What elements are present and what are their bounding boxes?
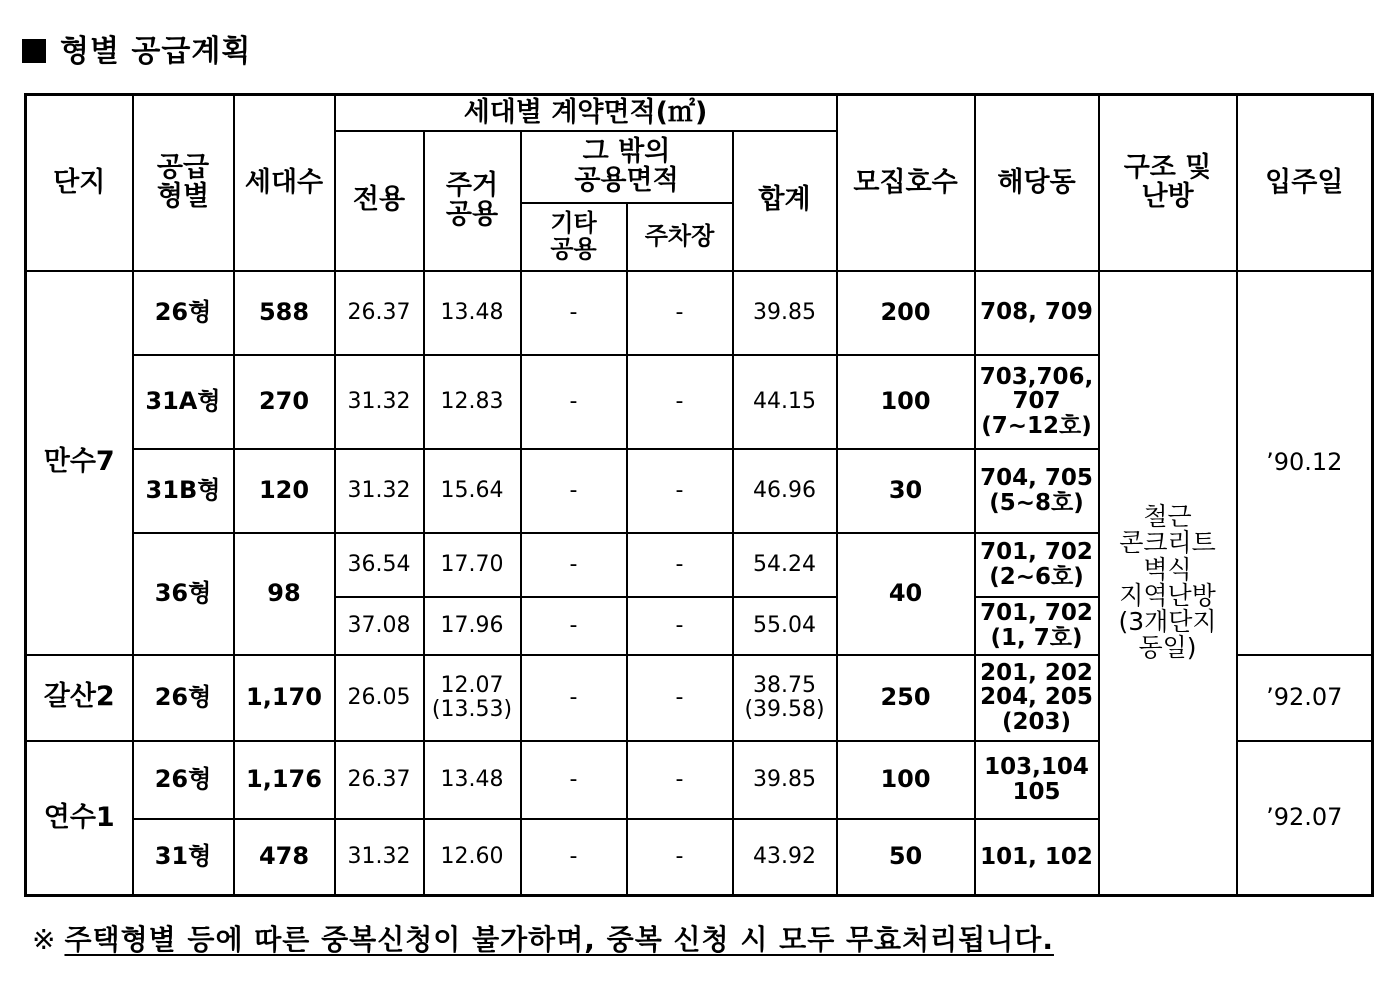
type-cell: 31A형 <box>133 355 234 449</box>
parking-cell: - <box>627 271 733 355</box>
parking-cell: - <box>627 533 733 597</box>
parking-cell: - <box>627 355 733 449</box>
etc-common-cell: - <box>521 655 627 741</box>
exclusive-cell: 26.05 <box>335 655 424 741</box>
dong-cell: 103,104 105 <box>975 741 1099 819</box>
header-parking: 주차장 <box>627 203 733 271</box>
type-cell: 26형 <box>133 271 234 355</box>
residential-cell: 17.96 <box>424 597 521 655</box>
etc-common-cell: - <box>521 355 627 449</box>
residential-cell: 13.48 <box>424 741 521 819</box>
header-move-in: 입주일 <box>1237 95 1373 271</box>
etc-common-cell: - <box>521 449 627 533</box>
recruit-cell: 200 <box>837 271 975 355</box>
total-cell: 55.04 <box>733 597 837 655</box>
header-structure: 구조 및 난방 <box>1099 95 1237 271</box>
header-etc-common: 기타 공용 <box>521 203 627 271</box>
page-title-text: 형별 공급계획 <box>60 34 252 69</box>
etc-common-cell: - <box>521 271 627 355</box>
exclusive-cell: 36.54 <box>335 533 424 597</box>
dong-cell: 701, 702 (1, 7호) <box>975 597 1099 655</box>
square-bullet-icon <box>22 39 46 63</box>
dong-cell: 201, 202 204, 205 (203) <box>975 655 1099 741</box>
total-cell: 54.24 <box>733 533 837 597</box>
header-residential-common: 주거 공용 <box>424 131 521 271</box>
households-cell: 120 <box>234 449 335 533</box>
supply-plan-table <box>24 93 1374 897</box>
households-cell: 1,170 <box>234 655 335 741</box>
etc-common-cell: - <box>521 533 627 597</box>
dong-cell: 703,706, 707 (7~12호) <box>975 355 1099 449</box>
type-cell: 26형 <box>133 655 234 741</box>
total-cell: 39.85 <box>733 271 837 355</box>
exclusive-cell: 26.37 <box>335 741 424 819</box>
total-cell: 38.75 (39.58) <box>733 655 837 741</box>
recruit-cell: 30 <box>837 449 975 533</box>
structure-cell: 철근 콘크리트 벽식 지역난방 (3개단지 동일) <box>1099 271 1237 896</box>
parking-cell: - <box>627 741 733 819</box>
move-in-cell: ’92.07 <box>1237 741 1373 896</box>
etc-common-cell: - <box>521 741 627 819</box>
header-complex: 단지 <box>26 95 133 271</box>
residential-cell: 17.70 <box>424 533 521 597</box>
complex-cell: 만수7 <box>26 271 133 655</box>
parking-cell: - <box>627 449 733 533</box>
header-exclusive: 전용 <box>335 131 424 271</box>
header-dong: 해당동 <box>975 95 1099 271</box>
dong-cell: 701, 702 (2~6호) <box>975 533 1099 597</box>
footnote-text: 주택형별 등에 따른 중복신청이 불가하며, 중복 신청 시 모두 무효처리됩니다. <box>64 923 1054 956</box>
dong-cell: 708, 709 <box>975 271 1099 355</box>
parking-cell: - <box>627 597 733 655</box>
total-cell: 44.15 <box>733 355 837 449</box>
header-contract-area: 세대별 계약면적(㎡) <box>335 95 837 131</box>
residential-cell: 12.83 <box>424 355 521 449</box>
households-cell: 1,176 <box>234 741 335 819</box>
residential-cell: 15.64 <box>424 449 521 533</box>
type-cell: 31형 <box>133 819 234 896</box>
recruit-cell: 250 <box>837 655 975 741</box>
households-cell: 478 <box>234 819 335 896</box>
households-cell: 270 <box>234 355 335 449</box>
exclusive-cell: 31.32 <box>335 355 424 449</box>
total-cell: 43.92 <box>733 819 837 896</box>
residential-cell: 13.48 <box>424 271 521 355</box>
etc-common-cell: - <box>521 597 627 655</box>
exclusive-cell: 26.37 <box>335 271 424 355</box>
recruit-cell: 50 <box>837 819 975 896</box>
table-row <box>26 271 1373 355</box>
dong-cell: 101, 102 <box>975 819 1099 896</box>
parking-cell: - <box>627 819 733 896</box>
footnote <box>32 918 1054 958</box>
type-cell: 31B형 <box>133 449 234 533</box>
header-other-common: 그 밖의 공용면적 <box>521 131 733 203</box>
recruit-cell: 100 <box>837 355 975 449</box>
header-households: 세대수 <box>234 95 335 271</box>
move-in-cell: ’90.12 <box>1237 271 1373 655</box>
households-cell: 588 <box>234 271 335 355</box>
parking-cell: - <box>627 655 733 741</box>
page-title <box>22 26 251 70</box>
complex-cell: 연수1 <box>26 741 133 896</box>
type-cell: 26형 <box>133 741 234 819</box>
header-total: 합계 <box>733 131 837 271</box>
recruit-cell: 40 <box>837 533 975 655</box>
complex-cell: 갈산2 <box>26 655 133 741</box>
dong-cell: 704, 705 (5~8호) <box>975 449 1099 533</box>
type-cell: 36형 <box>133 533 234 655</box>
exclusive-cell: 31.32 <box>335 449 424 533</box>
etc-common-cell: - <box>521 819 627 896</box>
exclusive-cell: 31.32 <box>335 819 424 896</box>
total-cell: 39.85 <box>733 741 837 819</box>
households-cell: 98 <box>234 533 335 655</box>
total-cell: 46.96 <box>733 449 837 533</box>
reference-mark-icon: ※ <box>32 923 57 956</box>
recruit-cell: 100 <box>837 741 975 819</box>
header-recruit-units: 모집호수 <box>837 95 975 271</box>
header-supply-type: 공급 형별 <box>133 95 234 271</box>
exclusive-cell: 37.08 <box>335 597 424 655</box>
move-in-cell: ’92.07 <box>1237 655 1373 741</box>
residential-cell: 12.07 (13.53) <box>424 655 521 741</box>
residential-cell: 12.60 <box>424 819 521 896</box>
